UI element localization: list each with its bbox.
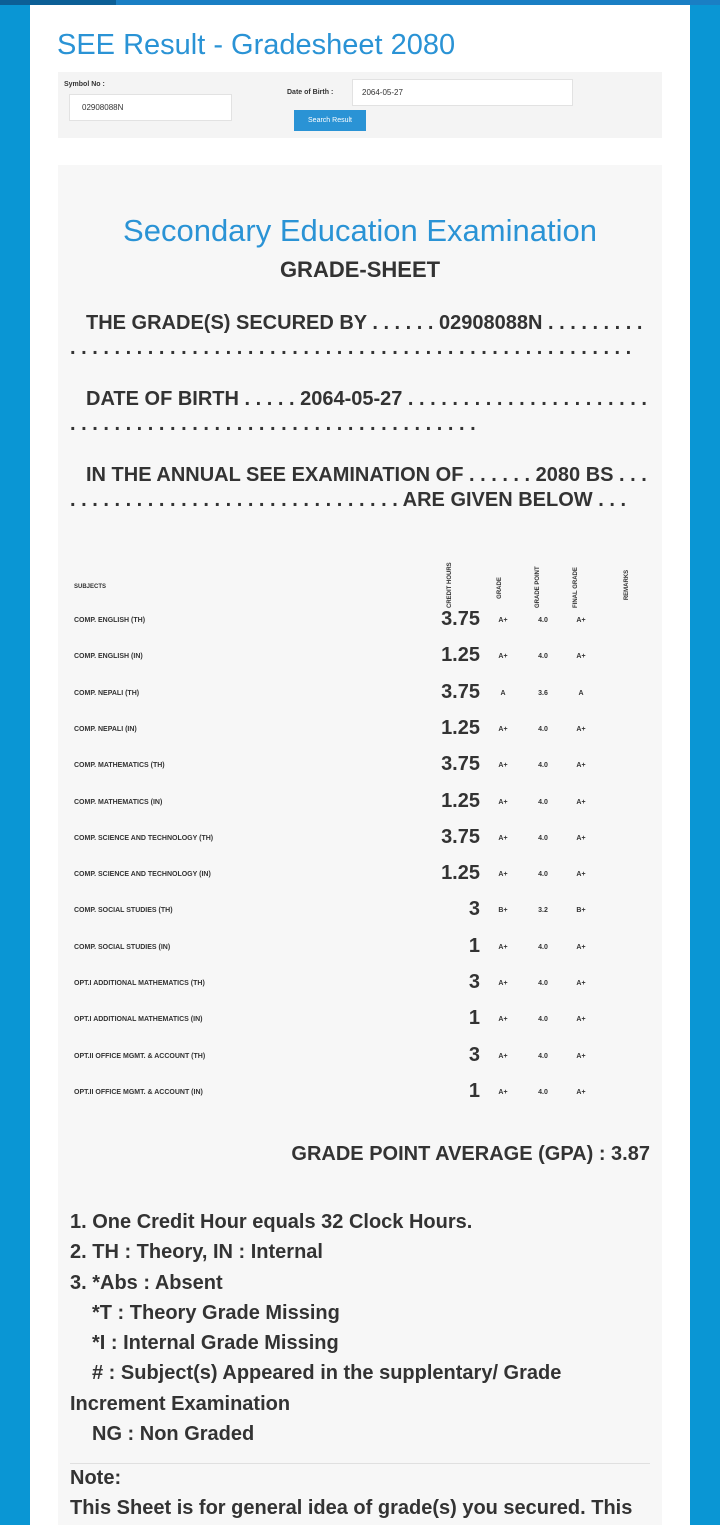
final-grade-cell: A+ bbox=[576, 653, 586, 661]
header-grade-point: GRADE POINT bbox=[535, 566, 541, 608]
subject-cell: COMP. SOCIAL STUDIES (TH) bbox=[74, 907, 173, 915]
grade-cell: A bbox=[500, 689, 506, 697]
grade-cell: A+ bbox=[498, 1052, 508, 1060]
divider bbox=[70, 1463, 650, 1464]
header-final-grade: FINAL GRADE bbox=[573, 567, 579, 608]
page-container bbox=[30, 5, 690, 1525]
table-row bbox=[58, 1040, 662, 1076]
subject-cell: COMP. MATHEMATICS (TH) bbox=[74, 762, 165, 770]
credit-hours-cell: 3 bbox=[468, 1043, 480, 1066]
header-grade: GRADE bbox=[497, 577, 503, 599]
final-grade-cell: B+ bbox=[576, 907, 586, 915]
note-item: 1. One Credit Hour equals 32 Clock Hours. bbox=[70, 1211, 473, 1233]
subject-cell: COMP. ENGLISH (TH) bbox=[74, 617, 146, 624]
note-item: NG : Non Graded bbox=[92, 1423, 255, 1446]
credit-hours-cell: 3 bbox=[468, 898, 480, 921]
gpa-line: GRADE POINT AVERAGE (GPA) : 3.87 bbox=[291, 1143, 650, 1165]
secured-by-line: THE GRADE(S) SECURED BY . . . . . . 02908088N . . . . . . . . . . . . . . . . . . . . . . . . . . . . . . . . . . . . . . . . . . . . . . . . . . . . . . . . . . . . bbox=[70, 312, 643, 359]
subject-cell: COMP. SCIENCE AND TECHNOLOGY (TH) bbox=[74, 834, 214, 842]
symbol-input[interactable]: 02908088N bbox=[69, 94, 232, 121]
note-item: # : Subject(s) Appeared in the supplentary/ Grade bbox=[92, 1362, 562, 1385]
sheet-title: Secondary Education Examination bbox=[123, 213, 597, 248]
note-item: *T : Theory Grade Missing bbox=[92, 1301, 340, 1324]
subject-cell: OPT.II OFFICE MGMT. & ACCOUNT (IN) bbox=[74, 1088, 203, 1096]
credit-hours-cell: 3 bbox=[468, 971, 480, 993]
note-item: Increment Examination bbox=[70, 1392, 291, 1415]
note-item: *I : Internal Grade Missing bbox=[92, 1332, 339, 1355]
dob-label: Date of Birth : bbox=[287, 89, 334, 96]
search-form bbox=[58, 72, 662, 138]
grade-point-cell: 4.0 bbox=[538, 725, 548, 733]
grade-cell: A+ bbox=[498, 871, 508, 879]
subject-cell: COMP. SCIENCE AND TECHNOLOGY (IN) bbox=[74, 871, 211, 879]
subject-cell: COMP. SOCIAL STUDIES (IN) bbox=[74, 943, 171, 951]
credit-hours-cell: 1.25 bbox=[441, 644, 480, 667]
grade-cell: A+ bbox=[498, 798, 508, 806]
header-subjects: SUBJECTS bbox=[74, 584, 107, 590]
note-item: 3. *Abs : Absent bbox=[70, 1271, 223, 1294]
table-row bbox=[58, 1076, 662, 1112]
table-row bbox=[58, 713, 662, 749]
table-row bbox=[58, 822, 662, 858]
subject-cell: COMP. NEPALI (IN) bbox=[74, 725, 137, 733]
note-item: 2. TH : Theory, IN : Internal bbox=[70, 1241, 323, 1264]
header-credit-hours: CREDIT HOURS bbox=[447, 562, 453, 608]
grade-cell: A+ bbox=[498, 1016, 508, 1024]
grade-point-cell: 4.0 bbox=[538, 1016, 548, 1024]
grade-cell: A+ bbox=[498, 653, 508, 661]
grade-point-cell: 3.2 bbox=[538, 907, 548, 915]
final-grade-cell: A+ bbox=[576, 617, 586, 624]
credit-hours-cell: 1.25 bbox=[441, 789, 480, 812]
search-result-button[interactable]: Search Result bbox=[294, 110, 366, 131]
grade-point-cell: 4.0 bbox=[538, 1052, 548, 1060]
grade-point-cell: 4.0 bbox=[538, 871, 548, 879]
grade-cell: A+ bbox=[498, 834, 508, 842]
final-grade-cell: A+ bbox=[576, 871, 586, 879]
subject-cell: COMP. ENGLISH (IN) bbox=[74, 653, 143, 661]
grade-point-cell: 4.0 bbox=[538, 943, 548, 951]
grade-cell: A+ bbox=[498, 617, 508, 624]
table-row bbox=[58, 858, 662, 894]
credit-hours-cell: 3.75 bbox=[441, 680, 480, 703]
grade-cell: B+ bbox=[498, 907, 508, 915]
table-row bbox=[58, 967, 662, 1003]
grade-point-cell: 4.0 bbox=[538, 653, 548, 661]
final-grade-cell: A+ bbox=[576, 725, 586, 733]
table-row bbox=[58, 1003, 662, 1039]
note-heading: Note: bbox=[70, 1467, 122, 1489]
credit-hours-cell: 3.75 bbox=[441, 825, 480, 848]
notes-list bbox=[70, 1207, 650, 1449]
grade-point-cell: 4.0 bbox=[538, 1088, 548, 1096]
grade-cell: A+ bbox=[498, 980, 508, 987]
credit-hours-cell: 1.25 bbox=[441, 862, 480, 885]
grade-point-cell: 4.0 bbox=[538, 834, 548, 842]
credit-hours-cell: 1.25 bbox=[441, 716, 480, 739]
final-grade-cell: A+ bbox=[576, 1052, 586, 1060]
credit-hours-cell: 1 bbox=[468, 1007, 480, 1030]
symbol-label: Symbol No : bbox=[64, 81, 105, 88]
page-title: SEE Result - Gradesheet 2080 bbox=[57, 29, 456, 61]
exam-line: IN THE ANNUAL SEE EXAMINATION OF . . . . . . 2080 BS . . . . . . . . . . . . . . . . . . . . . . . . . . . . . . . . . ARE GIVEN BELOW . . . bbox=[70, 464, 647, 511]
grade-point-cell: 4.0 bbox=[538, 980, 548, 987]
table-row bbox=[58, 749, 662, 785]
subject-cell: OPT.II OFFICE MGMT. & ACCOUNT (TH) bbox=[74, 1052, 206, 1060]
final-grade-cell: A bbox=[578, 689, 584, 697]
grade-point-cell: 3.6 bbox=[538, 689, 548, 697]
table-row bbox=[58, 677, 662, 713]
table-row bbox=[58, 786, 662, 822]
grade-point-cell: 4.0 bbox=[538, 798, 548, 806]
note-text: This Sheet is for general idea of grade(s) you secured. This bbox=[70, 1497, 633, 1519]
grade-cell: A+ bbox=[498, 762, 508, 770]
grade-cell: A+ bbox=[498, 725, 508, 733]
final-grade-cell: A+ bbox=[576, 762, 586, 770]
grade-sheet bbox=[58, 165, 662, 1525]
final-grade-cell: A+ bbox=[576, 1088, 586, 1096]
credit-hours-cell: 1 bbox=[468, 1079, 480, 1102]
final-grade-cell: A+ bbox=[576, 980, 586, 987]
grade-cell: A+ bbox=[498, 943, 508, 951]
dob-line: DATE OF BIRTH . . . . . 2064-05-27 . . . . . . . . . . . . . . . . . . . . . . . . . . . . . . . . . . . . . . . . . . . . . . . . . . . . . . . . . . . bbox=[70, 388, 647, 435]
table-row bbox=[58, 931, 662, 967]
credit-hours-cell: 1 bbox=[468, 934, 480, 957]
subject-cell: COMP. NEPALI (TH) bbox=[74, 689, 140, 697]
credit-hours-cell: 3.75 bbox=[441, 753, 480, 776]
credit-hours-cell: 3.75 bbox=[441, 608, 480, 630]
table-row bbox=[58, 640, 662, 676]
final-grade-cell: A+ bbox=[576, 943, 586, 951]
grade-point-cell: 4.0 bbox=[538, 617, 548, 624]
subject-cell: OPT.I ADDITIONAL MATHEMATICS (TH) bbox=[74, 980, 205, 987]
final-grade-cell: A+ bbox=[576, 1016, 586, 1024]
grade-point-cell: 4.0 bbox=[538, 762, 548, 770]
header-remarks: REMARKS bbox=[624, 569, 630, 601]
dob-input[interactable]: 2064-05-27 bbox=[352, 79, 573, 106]
table-row bbox=[58, 604, 662, 640]
subject-cell: COMP. MATHEMATICS (IN) bbox=[74, 798, 163, 806]
table-row bbox=[58, 894, 662, 930]
grade-cell: A+ bbox=[498, 1088, 508, 1096]
subject-cell: OPT.I ADDITIONAL MATHEMATICS (IN) bbox=[74, 1016, 203, 1024]
final-grade-cell: A+ bbox=[576, 798, 586, 806]
sheet-subtitle: GRADE-SHEET bbox=[279, 257, 441, 282]
final-grade-cell: A+ bbox=[576, 834, 586, 842]
